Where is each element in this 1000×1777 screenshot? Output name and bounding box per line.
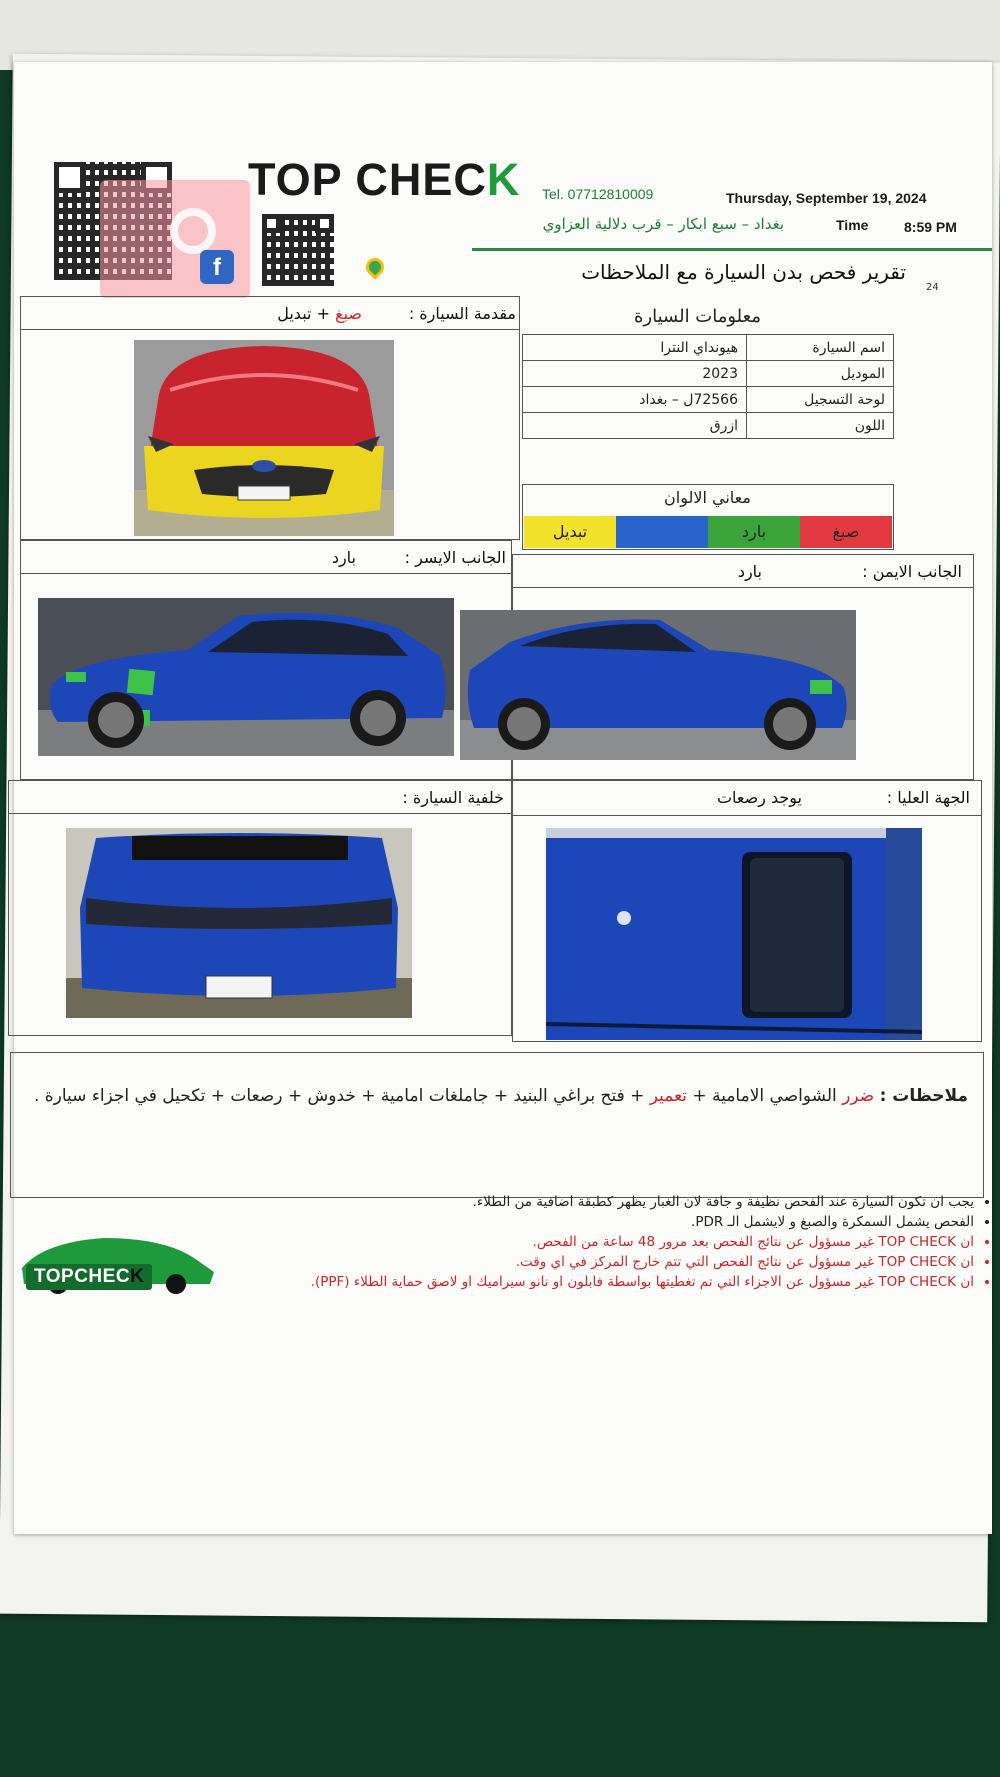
left-label: الجانب الايسر : [404, 548, 506, 567]
roof-photo [546, 828, 922, 1040]
brand-title: TOP CHECK [248, 154, 521, 205]
table-row: لوحة التسجيل 72566ل – بغداد [523, 387, 894, 413]
legend-replace: تبديل [524, 516, 616, 548]
legend-strip [524, 516, 892, 548]
qr-code-secondary [262, 214, 334, 286]
notes: ملاحظات : ضرر الشواصي الامامية + تعمير + فتح براغي البنيد + جاملغات امامية + خدوش + رصعات + تكحيل في اجزاء سيارة . [33, 1086, 968, 1106]
report-sheet [14, 62, 992, 1534]
legend-blue [616, 516, 708, 548]
legend-paint: صبغ [800, 516, 892, 548]
topcheck-logo-text: TOPCHECK [26, 1264, 152, 1290]
report-title: تقرير فحص بدن السيارة مع الملاحظات [581, 260, 906, 284]
top-status: يوجد رصعات [716, 788, 802, 807]
table-row: الموديل 2023 [523, 361, 894, 387]
left-status: بارد [331, 548, 356, 567]
right-side-photo [460, 610, 856, 760]
facebook-icon: f [200, 250, 234, 284]
address: بغداد – سبع ابكار – قرب دلالية العزاوي [542, 215, 784, 233]
time-label: Time [836, 217, 869, 233]
list-item: • ان TOP CHECK غير مسؤول عن الاجزاء التي تم تغطيتها بواسطة فابلون او نانو سيراميك او لاصق حماية الطلاء (PPF). [214, 1272, 974, 1292]
page-number: 24 [926, 282, 939, 293]
table-row: اللون ازرق [523, 413, 894, 439]
rear-label: خلفية السيارة : [402, 788, 504, 807]
list-item: • ان TOP CHECK غير مسؤول عن نتائج الفحص التي تتم خارج المركز في اي وقت. [214, 1252, 974, 1272]
front-status: صبغ + تبديل [277, 304, 362, 323]
front-label: مقدمة السيارة : [408, 304, 516, 323]
legend-title: معاني الالوان [664, 488, 751, 507]
telephone: Tel. 07712810009 [542, 186, 654, 202]
left-side-photo [38, 598, 454, 756]
list-item: • يجب ان تكون السيارة عند الفحص نظيفة و جافة لان الغبار يظهر كطبقة اضافية من الطلاء. [214, 1192, 974, 1212]
time-value: 8:59 PM [904, 219, 957, 235]
notes-box [10, 1052, 984, 1198]
rear-photo [66, 828, 412, 1018]
front-photo [134, 340, 394, 536]
legend-cold: بارد [708, 516, 800, 548]
disclaimer-list [214, 1192, 992, 1292]
top-label: الجهة العليا : [886, 788, 970, 807]
right-status: بارد [737, 562, 762, 581]
list-item: • ان TOP CHECK غير مسؤول عن نتائج الفحص بعد مرور 48 ساعة من الفحص. [214, 1232, 974, 1252]
right-label: الجانب الايمن : [862, 562, 962, 581]
report-date: Thursday, September 19, 2024 [726, 190, 927, 206]
car-info-table [522, 334, 894, 439]
map-pin-icon [362, 254, 387, 279]
header-divider [472, 248, 992, 251]
table-row: اسم السيارة هيونداي النترا [523, 335, 894, 361]
list-item: • الفحص يشمل السمكرة والصبغ و لايشمل الـ PDR. [214, 1212, 974, 1232]
car-info-title: معلومات السيارة [634, 306, 761, 327]
